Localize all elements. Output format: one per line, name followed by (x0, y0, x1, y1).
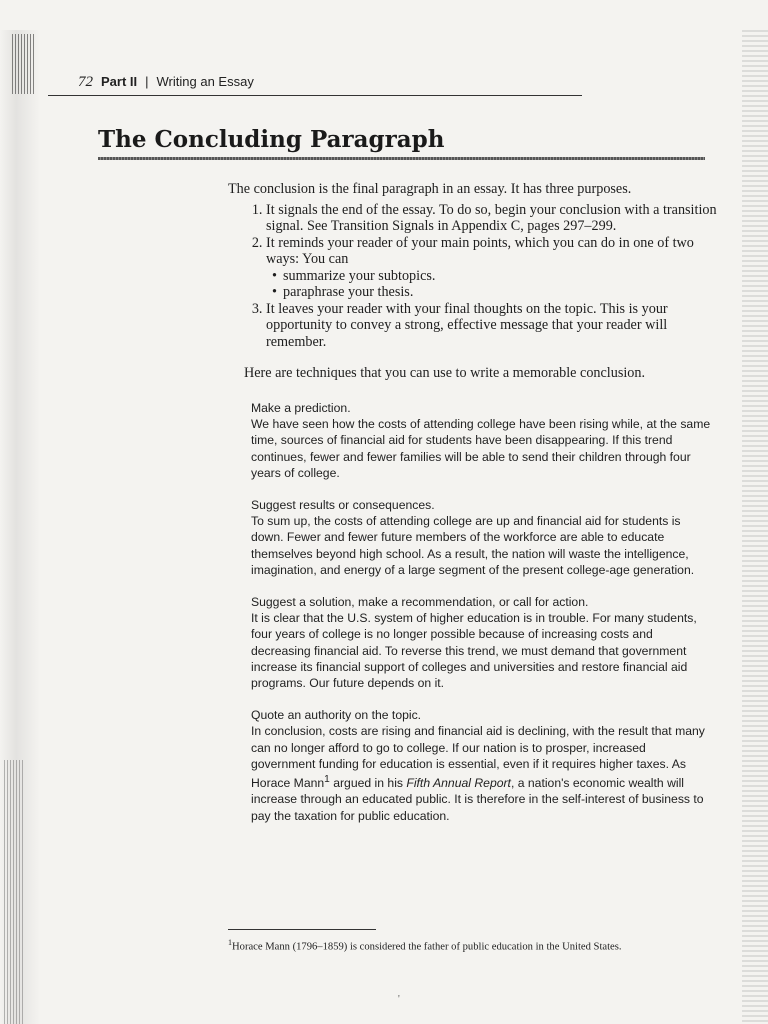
example-body (251, 723, 711, 823)
footnote-text: Horace Mann (1796–1859) is considered the father of public education in the United States. (232, 941, 622, 953)
example-body-mid: argued in his (329, 776, 407, 791)
running-head (78, 74, 254, 91)
example-solution (251, 594, 711, 691)
example-quote (251, 707, 711, 823)
scan-binding-shadow (4, 760, 24, 1024)
purposes-list (228, 202, 718, 351)
example-title: Suggest results or consequences. (251, 498, 435, 513)
example-body: It is clear that the U.S. system of higher education is in trouble. For many students, four years of college is no longer possible because of increasing costs and decreasing financial aid. To reverse this trend, we must demand that government increase its financial support of colleges and universities and restore financial aid programs. Our future depends on it. (251, 611, 697, 691)
ways-list (266, 268, 718, 301)
book-title: Fifth Annual Report (406, 776, 511, 791)
example-body-end: , a nation's economic wealth will increase through an educated public. It is therefore in the self-interest of business to pay the taxation for public education. (251, 776, 704, 823)
example-results (251, 497, 711, 578)
running-head-rule (48, 95, 582, 96)
example-body: We have seen how the costs of attending college have been rising while, at the same time, sources of financial aid for students have been disappearing. If this trend continues, fewer and fewer families will be able to send their children through four years of college. (251, 417, 711, 480)
footnote-rule (228, 929, 376, 930)
purpose-text: It reminds your reader of your main points, which you can do in one of two ways: You can (266, 234, 694, 267)
purpose-item (266, 235, 718, 301)
purpose-item (266, 301, 718, 351)
example-title: Make a prediction. (251, 401, 351, 415)
page-title: The Concluding Paragraph (98, 126, 445, 153)
techniques-lead: Here are techniques that you can use to write a memorable conclusion. (244, 365, 646, 381)
example-body: To sum up, the costs of attending college are up and financial aid for students is down. Fewer and fewer future members of the workforce are able to educate themselves beyond high school. As a result, the nation will waste the intelligence, imagination, and energy of a large segment of the present college-age generation. (251, 514, 695, 577)
intro-lead: The conclusion is the final paragraph in an essay. It has three purposes. (228, 181, 632, 197)
purpose-text: It leaves your reader with your final thoughts on the topic. This is your opportunity to convey a strong, effective message that your reader will remember. (266, 300, 668, 350)
way-item: • summarize your subtopics. (272, 268, 718, 285)
way-item: • paraphrase your thesis. (272, 284, 718, 301)
purpose-text: It signals the end of the essay. To do so, begin your conclusion with a transition signal. See Transition Signals in Appendix C, pages 297–299. (266, 201, 717, 234)
page-number: 72 (78, 74, 93, 90)
example-body-start: In conclusion, costs are rising and financial aid is declining, with the result that many can no longer afford to go to college. If our nation is to prosper, increased government funding for education is essential, even if it requires higher taxes. As Horace Mann (251, 724, 705, 791)
footnote-mark: 1 (228, 938, 232, 947)
footnote-reference: 1 (324, 774, 330, 786)
example-title: Quote an authority on the topic. (251, 708, 422, 723)
intro-section (228, 181, 718, 350)
scan-speck: ' (398, 994, 400, 1005)
running-head-separator: | (145, 74, 149, 89)
purpose-item (266, 202, 718, 235)
title-rule (98, 157, 705, 160)
scan-shadow-right (742, 30, 768, 1024)
section-label: Writing an Essay (156, 74, 254, 89)
scan-binding-marks (12, 34, 34, 94)
part-label: Part II (101, 74, 138, 89)
footnote (228, 938, 698, 953)
examples-section (251, 400, 711, 840)
example-title: Suggest a solution, make a recommendation, or call for action. (251, 595, 589, 610)
example-prediction (251, 400, 711, 481)
